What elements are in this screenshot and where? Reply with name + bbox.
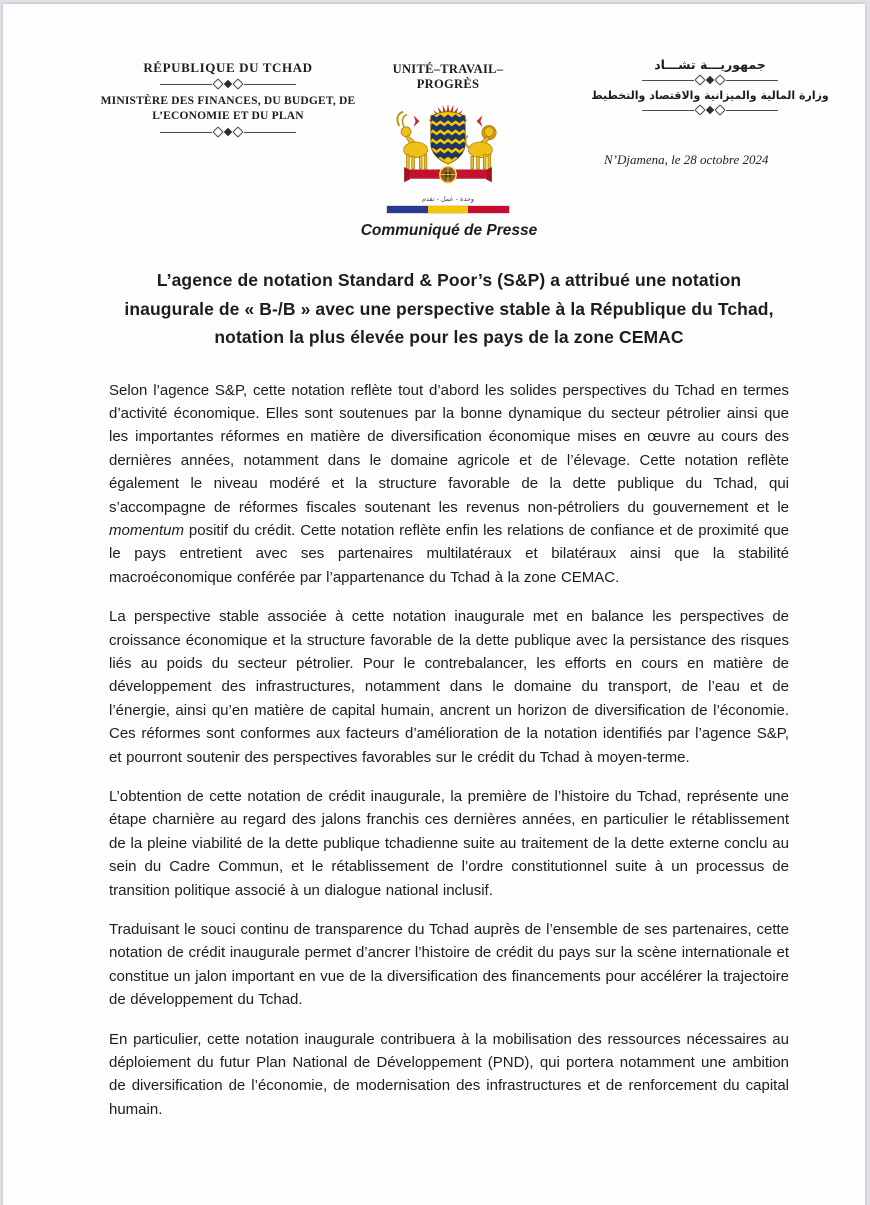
- ornamental-divider: [83, 80, 373, 88]
- body-paragraph-5: En particulier, cette notation inaugurale contribuera à la mobilisation des ressources nécessaires au déploiement du futur Plan National de Développement (PND), qui portera notamment une ambition de diversification de l’économie, de modernisation des infrastructures et de renforcement du capital humain.: [109, 1030, 789, 1118]
- body-paragraph-3: L’obtention de cette notation de crédit inaugurale, la première de l’histoire du Tchad, représente une étape charnière au regard des jalons franchis ces dernières années, en particulier le rétablissement de la pleine viabilité de la dette publique tchadienne suite au traitement de la dette externe conclu au sein du Cadre Commun, et le rétablissement de l’ordre constitutionnel suite à un processus de transition politique associé à un dialogue national inclusif.: [109, 788, 789, 899]
- document-page: [3, 4, 865, 1205]
- divider-center-icon: [224, 128, 232, 136]
- divider-diamond-icon: [212, 126, 223, 137]
- document-kicker: Communiqué de Presse: [360, 222, 538, 239]
- chad-flag-bar-icon: [387, 206, 509, 213]
- divider-center-icon: [706, 76, 714, 84]
- divider-line: [244, 84, 296, 85]
- divider-diamond-icon: [232, 126, 243, 137]
- divider-line: [726, 110, 778, 111]
- headline-line-3: notation la plus élevée pour les pays de la zone CEMAC: [214, 327, 684, 347]
- paragraph-text: Selon l’agence S&P, cette notation reflète tout d’abord les solides perspectives du Tchad en termes d’activité économique. Elles sont soutenues par la bonne dynamique du secteur pétrolier ainsi que les importantes réformes en matière de diversification économique mises en œuvre au cours des dernières années, notamment dans le domaine agricole et de l’élevage. Cette notation reflète également le niveau modéré et la structure favorable de la dette publique du Tchad, qui s’accompagne de réformes fiscales soutenant les revenus non-pétroliers du gouvernement et le: [109, 381, 789, 516]
- body-paragraph-1: [109, 379, 789, 590]
- header-right-block: [586, 57, 834, 116]
- divider-diamond-icon: [714, 74, 725, 85]
- republic-title-arabic: جمهوريـــة تشـــاد: [654, 57, 766, 72]
- chad-coat-of-arms-icon: [366, 100, 530, 213]
- ornamental-divider: [83, 128, 373, 136]
- divider-center-icon: [224, 80, 232, 88]
- press-release-body: [109, 222, 789, 1137]
- headline-line-2: inaugurale de « B-/B » avec une perspective stable à la République du Tchad,: [124, 298, 774, 319]
- divider-line: [160, 132, 212, 133]
- body-paragraph-2: La perspective stable associée à cette notation inaugurale met en balance les perspectives de croissance économique et la structure favorable de la dette publique avec la persistance des risques liés au poids du secteur pétrolier. Pour le contrebalancer, les efforts en cours en matière de développement des infrastructures, notamment dans le domaine du transport, de l’eau et de l’énergie, ainsi qu’en matière de capital humain, ancrent un horizon de diversification de l’économie. Ces réformes sont conformes aux facteurs d’amélioration de la notation identifiés par l’agence S&P, et pourront soutenir des perspectives favorables sur le crédit du Tchad à moyen-terme.: [109, 608, 789, 766]
- divider-line: [726, 80, 778, 81]
- paragraph-italic-term: momentum: [109, 521, 185, 539]
- divider-diamond-icon: [714, 104, 725, 115]
- emblem-motto-arabic: وحدة - عمل - تقدم: [421, 195, 475, 203]
- flag-yellow-band: [428, 206, 469, 213]
- divider-diamond-icon: [694, 74, 705, 85]
- header-left-block: [83, 60, 373, 138]
- ornamental-divider: [586, 106, 834, 114]
- divider-center-icon: [706, 106, 714, 114]
- divider-line: [160, 84, 212, 85]
- ministry-title-fr: MINISTÈRE DES FINANCES, DU BUDGET, DE L’ECONOMIE ET DU PLAN: [100, 95, 356, 122]
- divider-diamond-icon: [232, 78, 243, 89]
- divider-line: [642, 80, 694, 81]
- headline: [109, 266, 789, 352]
- divider-line: [642, 110, 694, 111]
- divider-diamond-icon: [212, 78, 223, 89]
- body-paragraph-4: Traduisant le souci continu de transparence du Tchad auprès de l’ensemble de ses partenaires, cette notation de crédit inaugurale permet d’ancrer l’histoire de crédit du pays sur la scène internationale et constitue un jalon important en vue de la diversification des financements pour accélérer la trajectoire de développement du Tchad.: [109, 921, 789, 1009]
- headline-line-1: L’agence de notation Standard & Poor’s (S&P) a attribué une notation: [156, 270, 742, 290]
- national-motto-fr: UNITÉ–TRAVAIL–PROGRÈS: [392, 62, 504, 91]
- flag-blue-band: [387, 206, 428, 213]
- ornamental-divider: [586, 76, 834, 84]
- paragraph-text: positif du crédit. Cette notation reflète enfin les relations de confiance et de proximité que le pays entretient avec ses partenaires multilatéraux et bilatéraux ainsi que la stabilité macroéconomique conférée par l’appartenance du Tchad à la zone CEMAC.: [109, 521, 789, 586]
- ministry-title-arabic: وزارة المالية والميزانية والاقتصاد والتخطيط: [591, 89, 829, 102]
- republic-title-fr: RÉPUBLIQUE DU TCHAD: [143, 60, 313, 75]
- divider-diamond-icon: [694, 104, 705, 115]
- divider-line: [244, 132, 296, 133]
- flag-red-band: [468, 206, 509, 213]
- dateline: N’Djamena, le 28 octobre 2024: [604, 152, 769, 167]
- body-copy: [109, 379, 789, 1122]
- header-center-block: [366, 62, 530, 213]
